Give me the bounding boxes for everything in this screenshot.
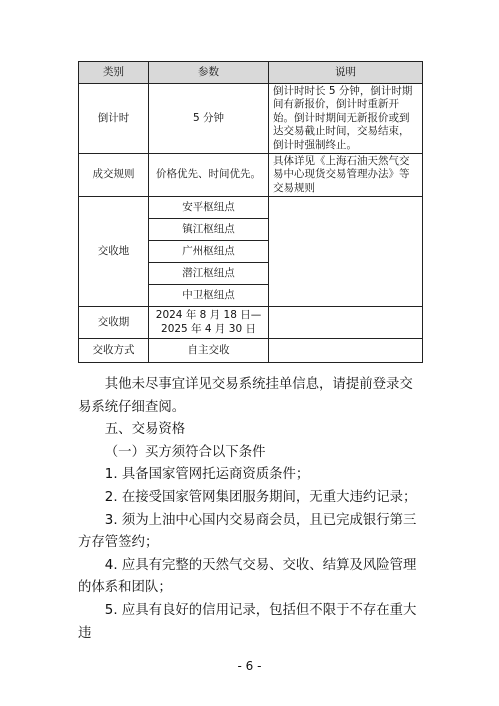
mode-category: 交收方式 (79, 339, 149, 363)
period-start: 2024 年 8 月 18 日— (155, 309, 262, 321)
condition-item: 4. 应具有完整的天然气交易、交收、结算及风险管理的体系和团队； (78, 557, 417, 596)
deal-rule-parameter: 价格优先、时间优先。 (149, 154, 269, 197)
paragraph-other-matters: 其他未尽事宜详见交易系统挂单信息，请提前登录交易系统仔细查阅。 (78, 377, 413, 415)
countdown-parameter: 5 分钟 (149, 84, 269, 154)
condition-item: 2. 在接受国家管网集团服务期间，无重大违约记录； (104, 489, 417, 505)
condition-item: 5. 应具有良好的信用记录，包括但不限于不存在重大违 (78, 602, 417, 641)
delivery-point: 镇江枢纽点 (149, 219, 269, 241)
table-row-delivery-point (79, 197, 423, 219)
table-row-deal-rule (79, 154, 423, 197)
period-description (269, 307, 423, 339)
deal-rule-category: 成交规则 (79, 154, 149, 197)
table-row-countdown (79, 84, 423, 154)
delivery-point: 广州枢纽点 (149, 241, 269, 263)
section-heading-trading-qualification: 五、交易资格 (104, 422, 186, 438)
subsection-heading-buyer-conditions: （一）买方须符合以下条件 (104, 444, 266, 460)
mode-parameter: 自主交收 (149, 339, 269, 363)
delivery-point: 安平枢纽点 (149, 197, 269, 219)
table-header-row (79, 62, 423, 84)
header-parameter: 参数 (149, 62, 269, 84)
table-row-delivery-period (79, 307, 423, 339)
countdown-category: 倒计时 (79, 84, 149, 154)
condition-item: 3. 须为上油中心国内交易商会员，且已完成银行第三方存管签约； (78, 512, 417, 551)
mode-description (269, 339, 423, 363)
table-row-delivery-mode (79, 339, 423, 363)
condition-item: 1. 具备国家管网托运商资质条件； (104, 467, 310, 483)
document-body (78, 374, 426, 645)
delivery-point: 中卫枢纽点 (149, 285, 269, 307)
period-category: 交收期 (79, 307, 149, 339)
delivery-description (269, 197, 423, 307)
header-category: 类别 (79, 62, 149, 84)
countdown-description: 倒计时时长 5 分钟，倒计时期间有新报价，倒计时重新开始。倒计时期间无新报价或到达交易截止时间，交易结束，倒计时强制终止。 (269, 84, 423, 154)
period-parameter (149, 307, 269, 339)
header-description: 说明 (269, 62, 423, 84)
delivery-category: 交收地 (79, 197, 149, 307)
period-end: 2025 年 4 月 30 日 (161, 322, 256, 335)
auction-parameter-table (78, 61, 423, 363)
page-number: - 6 - (237, 659, 262, 673)
deal-rule-description: 具体详见《上海石油天然气交易中心现货交易管理办法》等交易规则 (269, 154, 423, 197)
delivery-point: 潜江枢纽点 (149, 263, 269, 285)
